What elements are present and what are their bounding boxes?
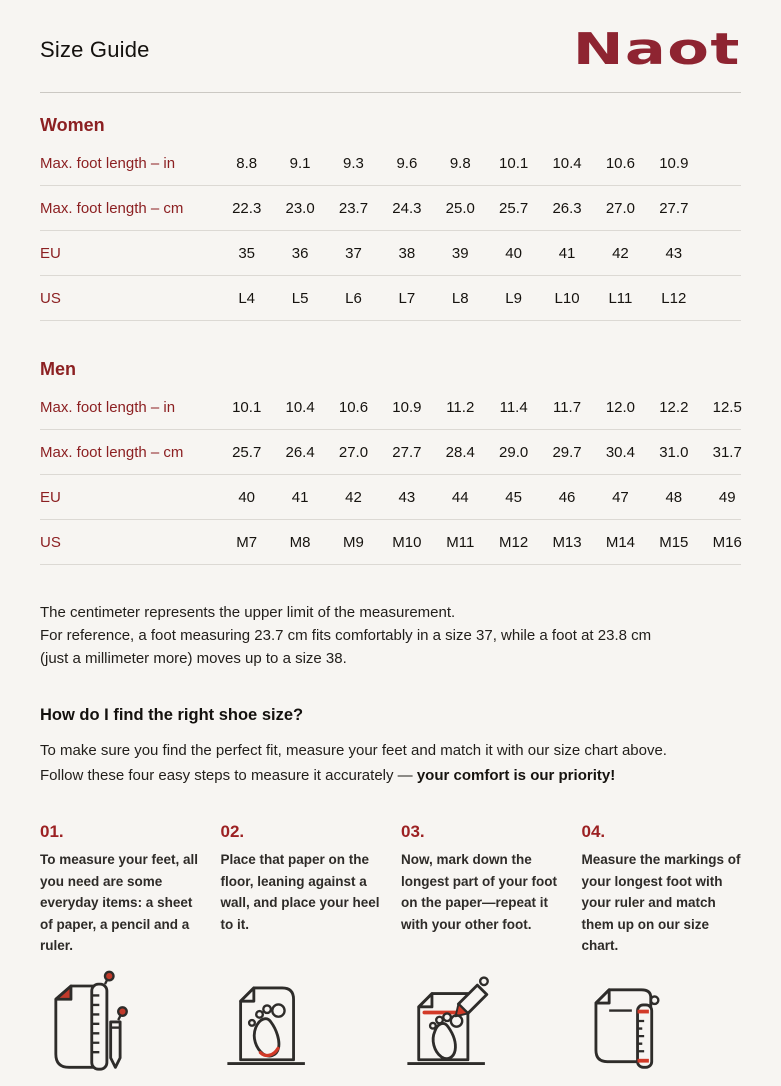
size-value: 11.7: [552, 398, 582, 416]
size-value: 12.5: [712, 398, 742, 416]
size-value: 10.6: [338, 398, 369, 416]
size-value: 29.0: [499, 443, 529, 461]
size-value: M8: [289, 533, 311, 551]
size-value: M7: [236, 533, 258, 551]
size-value: M13: [552, 533, 582, 551]
size-value: 30.4: [605, 443, 636, 461]
row-label: EU: [40, 488, 61, 506]
size-value: 9.1: [289, 154, 311, 172]
row-label: Max. foot length – cm: [40, 443, 184, 461]
size-value: M9: [343, 533, 364, 551]
table-row: [40, 520, 741, 565]
table-row: [40, 186, 741, 231]
size-value: L11: [608, 289, 633, 307]
men-table: [40, 385, 741, 565]
size-value: 12.0: [605, 398, 636, 416]
row-label: EU: [40, 244, 61, 262]
row-values: [220, 155, 701, 172]
size-value: 41: [291, 488, 309, 506]
size-value: 24.3: [392, 199, 422, 217]
step-text: To measure your feet, all you need are some everyday items: a sheet of paper, a pencil and a ruler.: [40, 852, 199, 953]
page-title: Size Guide: [40, 37, 150, 62]
step-number: 03.: [401, 822, 425, 841]
row-label: Max. foot length – in: [40, 154, 176, 172]
size-value: 8.8: [236, 154, 258, 172]
note-line: For reference, a foot measuring 23.7 cm fits comfortably in a size 37, while a foot at 23.8 cm: [40, 627, 652, 644]
measurement-notes: [40, 601, 741, 670]
size-value: L12: [661, 289, 687, 307]
header: [40, 0, 741, 93]
size-value: L4: [238, 289, 256, 307]
row-label: US: [40, 289, 61, 307]
size-value: 9.8: [449, 154, 471, 172]
size-value: 42: [345, 488, 362, 506]
size-value: 9.6: [396, 154, 418, 172]
howto-intro: [40, 739, 695, 788]
table-row: [40, 141, 741, 186]
paper-heel-footprint-icon: [221, 969, 381, 1073]
size-value: L7: [398, 289, 416, 307]
steps-row: [40, 822, 741, 957]
size-value: 25.7: [499, 199, 529, 217]
size-value: 40: [238, 488, 256, 506]
size-value: M11: [446, 533, 475, 551]
size-value: 10.4: [552, 154, 582, 172]
row-label: Max. foot length – cm: [40, 199, 184, 217]
step: [40, 822, 200, 957]
step: [582, 822, 742, 957]
size-value: 25.0: [445, 199, 475, 217]
size-value: L5: [291, 289, 309, 307]
note-line: (just a millimeter more) moves up to a size 38.: [40, 650, 347, 667]
size-value: 23.0: [285, 199, 315, 217]
row-label: US: [40, 533, 61, 551]
size-value: 28.4: [445, 443, 475, 461]
size-value: 45: [505, 488, 522, 506]
table-row: [40, 430, 741, 475]
size-value: 43: [665, 244, 683, 262]
size-value: L6: [345, 289, 362, 307]
row-values: [220, 489, 754, 506]
paper-foot-pencil-mark-icon: [401, 969, 561, 1073]
size-value: 10.6: [605, 154, 636, 172]
row-values: [220, 399, 754, 416]
row-values: [220, 290, 701, 307]
step-text: Place that paper on the floor, leaning against a wall, and place your heel to it.: [220, 852, 380, 932]
size-value: 47: [612, 488, 629, 506]
row-values: [220, 200, 701, 217]
size-value: L9: [505, 289, 522, 307]
step: [221, 822, 381, 957]
size-value: M15: [659, 533, 689, 551]
size-value: 10.1: [499, 154, 529, 172]
size-value: 48: [665, 488, 683, 506]
table-row: [40, 385, 741, 430]
size-value: L10: [554, 289, 580, 307]
paper-ruler-measure-icon: [582, 969, 742, 1073]
women-heading: Women: [40, 115, 105, 135]
step: [401, 822, 561, 957]
table-row: [40, 231, 741, 276]
size-value: 38: [398, 244, 416, 262]
size-value: 10.9: [659, 154, 689, 172]
size-value: 10.1: [232, 398, 262, 416]
size-value: 12.2: [659, 398, 689, 416]
size-value: M12: [499, 533, 529, 551]
size-value: 27.7: [659, 199, 689, 217]
row-label: Max. foot length – in: [40, 398, 176, 416]
size-value: 31.7: [712, 443, 742, 461]
row-values: [220, 534, 754, 551]
size-value: 10.4: [285, 398, 315, 416]
size-value: 26.4: [285, 443, 315, 461]
men-heading: Men: [40, 359, 76, 379]
size-value: 29.7: [552, 443, 582, 461]
size-value: 11.2: [446, 398, 475, 416]
size-value: L8: [451, 289, 469, 307]
paper-ruler-pencil-icon: [40, 969, 200, 1073]
size-value: 26.3: [552, 199, 582, 217]
row-values: [220, 444, 754, 461]
size-value: 41: [558, 244, 576, 262]
size-value: 22.3: [232, 199, 262, 217]
size-value: 9.3: [343, 154, 364, 172]
women-size-table: [40, 115, 741, 321]
size-value: 35: [238, 244, 256, 262]
size-value: 23.7: [338, 199, 369, 217]
size-value: 27.0: [338, 443, 369, 461]
intro-text: To make sure you find the perfect fit, measure your feet and match it with our size chart above. Follow these four easy steps to measure it accurately —: [40, 742, 667, 784]
size-value: 37: [345, 244, 362, 262]
size-value: 43: [398, 488, 416, 506]
step-number: 01.: [40, 822, 64, 841]
size-value: 11.4: [499, 398, 528, 416]
step-text: Now, mark down the longest part of your foot on the paper—repeat it with your other foot.: [401, 852, 557, 932]
women-table: [40, 141, 741, 321]
step-text: Measure the markings of your longest foot with your ruler and match them up on our size chart.: [581, 852, 741, 953]
row-values: [220, 245, 701, 262]
note-line: The centimeter represents the upper limit of the measurement.: [40, 604, 456, 621]
size-value: 46: [558, 488, 576, 506]
size-value: M14: [605, 533, 636, 551]
size-value: 27.0: [605, 199, 636, 217]
size-value: 36: [291, 244, 309, 262]
howto-heading: How do I find the right shoe size?: [40, 706, 304, 724]
table-row: [40, 276, 741, 321]
size-value: 39: [451, 244, 469, 262]
size-value: 25.7: [232, 443, 262, 461]
size-value: 42: [612, 244, 629, 262]
intro-highlight: your comfort is our priority!: [416, 766, 616, 784]
size-value: 10.9: [392, 398, 422, 416]
table-row: [40, 475, 741, 520]
naot-logo: Naot: [572, 24, 741, 75]
size-value: 27.7: [392, 443, 422, 461]
step-number: 02.: [220, 822, 245, 841]
men-size-table: [40, 359, 741, 565]
size-value: 49: [718, 488, 736, 506]
step-icons-row: [40, 969, 741, 1073]
size-value: M10: [392, 533, 422, 551]
size-value: 44: [451, 488, 469, 506]
size-value: 31.0: [659, 443, 689, 461]
size-value: M16: [712, 533, 742, 551]
step-number: 04.: [581, 822, 606, 841]
size-value: 40: [505, 244, 522, 262]
